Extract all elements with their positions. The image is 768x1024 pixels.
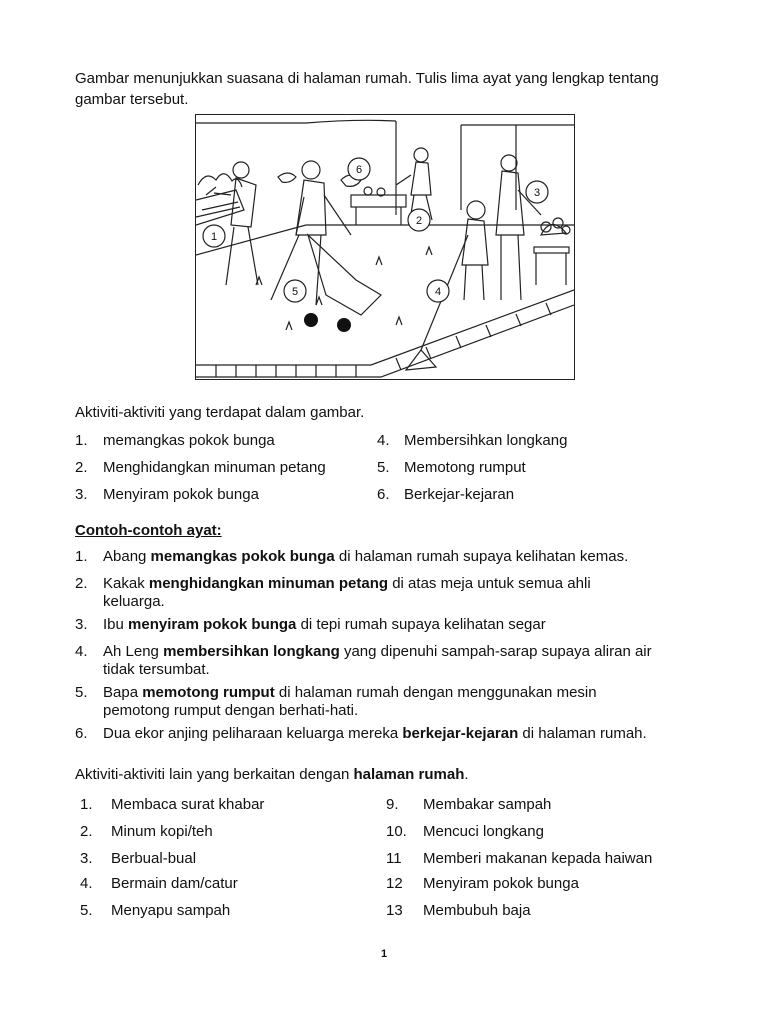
- callout-5-label: 5: [291, 286, 299, 298]
- garden-illustration: [195, 114, 575, 380]
- callout-5: [284, 280, 306, 302]
- intro-text: Gambar menunjukkan suasana di halaman rumah. Tulis lima ayat yang lengkap tentang gambar tersebut.: [75, 70, 659, 108]
- other-activities-heading: Aktiviti-aktiviti lain yang berkaitan dengan halaman rumah.: [75, 766, 469, 783]
- callout-4-label: 4: [434, 286, 442, 298]
- callout-2: [408, 209, 430, 231]
- activities-heading: Aktiviti-aktiviti yang terdapat dalam gambar.: [75, 404, 365, 421]
- callout-6-label: 6: [355, 164, 363, 176]
- callout-3-label: 3: [533, 187, 541, 199]
- examples-heading: Contoh-contoh ayat:: [75, 522, 222, 539]
- page-number: 1: [380, 948, 388, 960]
- callout-6: [348, 158, 370, 180]
- callout-4: [427, 280, 449, 302]
- callout-1-label: 1: [210, 231, 218, 243]
- callout-2-label: 2: [415, 215, 423, 227]
- callout-1: [203, 225, 225, 247]
- callout-3: [526, 181, 548, 203]
